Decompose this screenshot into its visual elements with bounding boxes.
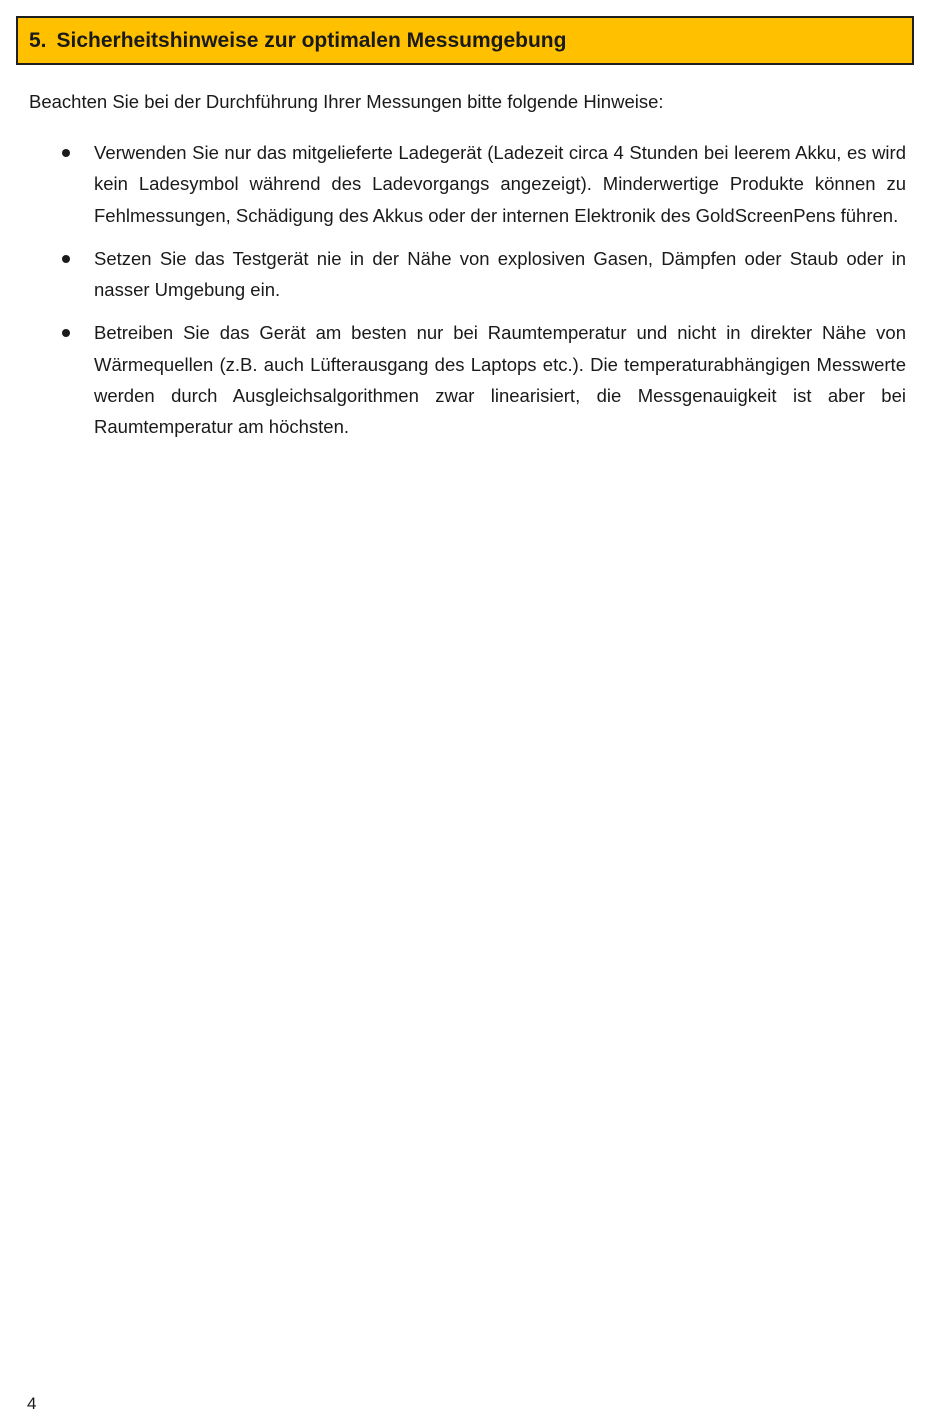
page-number: 4 <box>27 1394 37 1413</box>
list-item <box>60 243 906 306</box>
list-item-text: Verwenden Sie nur das mitgelieferte Ladegerät (Ladezeit circa 4 Stunden bei leerem Akku, es wird kein Ladesymbol während des Ladevorgangs angezeigt). Minderwertige Produkte können zu Fehlmessungen, Schädigung des Akkus oder der internen Elektronik des GoldScreenPens führen. <box>94 142 906 226</box>
list-item-text: Betreiben Sie das Gerät am besten nur bei Raumtemperatur und nicht in direkter Nähe von Wärmequellen (z.B. auch Lüfterausgang des Laptops etc.). Die temperaturabhängigen Messwerte werden durch Ausgleichsalgorithmen zwar linearisiert, die Messgenauigkeit ist aber bei Raumtemperatur am höchsten. <box>94 322 906 438</box>
bullet-icon <box>62 329 70 337</box>
list-item <box>60 137 906 231</box>
intro-paragraph: Beachten Sie bei der Durchführung Ihrer Messungen bitte folgende Hinweise: <box>29 91 664 112</box>
section-number: 5. <box>29 28 47 52</box>
list-item-text: Setzen Sie das Testgerät nie in der Nähe von explosiven Gasen, Dämpfen oder Staub oder in nasser Umgebung ein. <box>94 247 906 301</box>
bullet-icon <box>62 255 70 263</box>
bullet-icon <box>62 149 70 157</box>
list-item <box>60 317 906 442</box>
safety-notes-list <box>60 137 906 455</box>
section-heading <box>16 16 914 65</box>
section-title: Sicherheitshinweise zur optimalen Messumgebung <box>56 28 567 52</box>
